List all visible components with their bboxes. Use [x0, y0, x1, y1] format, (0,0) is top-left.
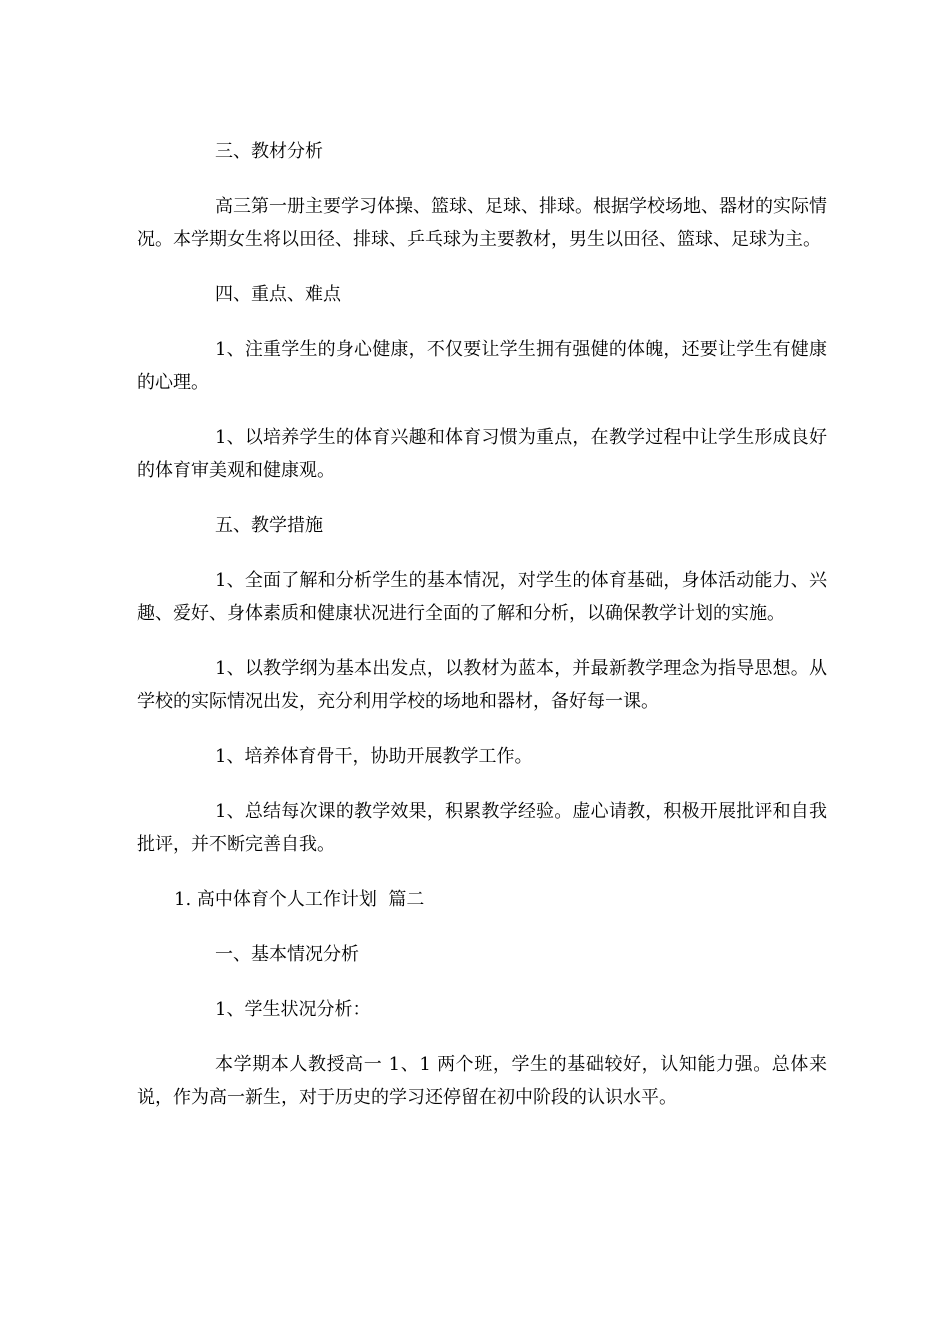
document-page: [137, 135, 827, 1114]
section-title-part-two: 1. 高中体育个人工作计划 篇二: [174, 889, 425, 910]
paragraph-key-point-2: 1、以培养学生的体育兴趣和体育习惯为重点，在教学过程中让学生形成良好的体育审美观和健康观。: [137, 427, 827, 481]
heading-student-analysis: 1、学生状况分析：: [215, 999, 371, 1020]
paragraph-key-point-1: 1、注重学生的身心健康，不仅要让学生拥有强健的体魄，还要让学生有健康的心理。: [137, 339, 827, 393]
heading-teaching-measures: 五、教学措施: [215, 515, 323, 536]
paragraph-measure-1: 1、全面了解和分析学生的基本情况，对学生的体育基础，身体活动能力、兴趣、爱好、身体素质和健康状况进行全面的了解和分析，以确保教学计划的实施。: [137, 570, 827, 624]
heading-textbook-analysis: 三、教材分析: [215, 141, 323, 162]
paragraph-measure-4: 1、总结每次课的教学效果，积累教学经验。虚心请教，积极开展批评和自我批评，并不断完善自我。: [137, 801, 827, 855]
paragraph-measure-3: 1、培养体育骨干，协助开展教学工作。: [215, 746, 533, 767]
heading-basic-analysis: 一、基本情况分析: [215, 944, 359, 965]
paragraph-student-analysis: 本学期本人教授高一 1、1 两个班，学生的基础较好，认知能力强。总体来说，作为高一新生，对于历史的学习还停留在初中阶段的认识水平。: [137, 1054, 827, 1108]
paragraph-measure-2: 1、以教学纲为基本出发点，以教材为蓝本，并最新教学理念为指导思想。从学校的实际情况出发，充分利用学校的场地和器材，备好每一课。: [137, 658, 827, 712]
heading-key-points: 四、重点、难点: [215, 284, 341, 305]
paragraph-textbook-content: 高三第一册主要学习体操、篮球、足球、排球。根据学校场地、器材的实际情况。本学期女生将以田径、排球、乒乓球为主要教材，男生以田径、篮球、足球为主。: [137, 196, 827, 250]
